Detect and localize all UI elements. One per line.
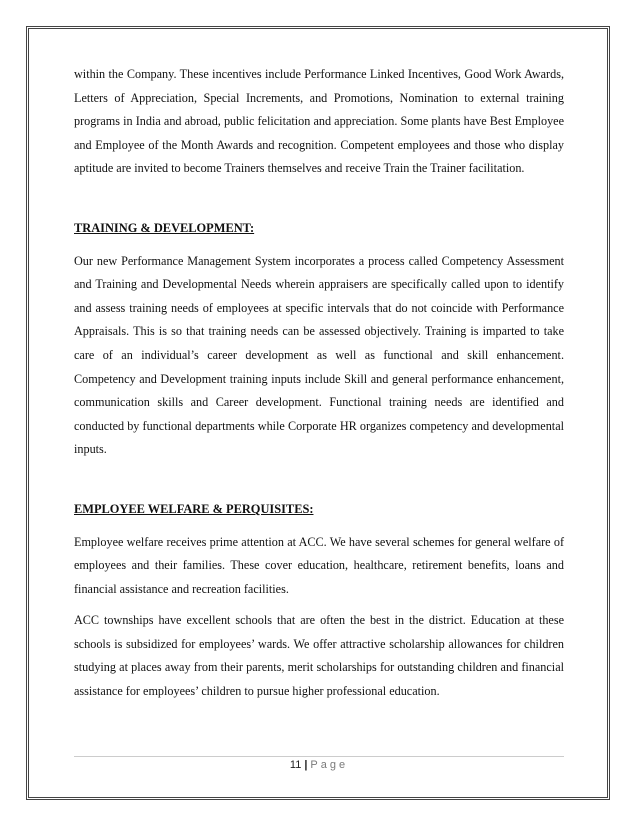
- intro-paragraph: within the Company. These incentives include Performance Linked Incentives, Good Work Awards, Letters of Appreciation, Special Increments, and Promotions, Nomination to external training programs in India and abroad, public felicitation and appreciation. Some plants have Best Employee and Employee of the Month Awards and recognition. Competent employees and those who display aptitude are invited to become Trainers themselves and receive Train the Trainer facilitation.: [74, 67, 564, 176]
- training-development-heading: TRAINING & DEVELOPMENT:: [74, 220, 255, 235]
- page-label: Page: [310, 759, 349, 771]
- footer-separator: |: [304, 759, 308, 771]
- document-body: [74, 63, 564, 704]
- page-footer: [0, 757, 638, 773]
- welfare-paragraph-1: Employee welfare receives prime attention at ACC. We have several schemes for general welfare of employees and their families. These cover education, healthcare, retirement benefits, loans and financial assistance and recreation facilities.: [74, 534, 564, 596]
- training-paragraph: Our new Performance Management System incorporates a process called Competency Assessment and Training and Developmental Needs wherein appraisers are specifically called upon to identify and assess training needs of employees at specific intervals that do not coincide with Performance Appraisals. This is so that training needs can be assessed objectively. Training is imparted to take care of an individual’s career development as well as functional and skill enhancement. Competency and Development training inputs include Skill and general performance enhancement, communication skills and Career development. Functional training needs are identified and conducted by functional departments while Corporate HR organizes competency and developmental inputs.: [74, 253, 564, 457]
- employee-welfare-heading: EMPLOYEE WELFARE & PERQUISITES:: [74, 501, 314, 516]
- welfare-paragraph-2: ACC townships have excellent schools that are often the best in the district. Education at these schools is subsidized for employees’ wards. We offer attractive scholarship allowances for children studying at places away from their parents, merit scholarships for outstanding children and financial assistance for employees’ children to pursue higher professional education.: [74, 613, 564, 699]
- page-number: 11: [289, 759, 302, 771]
